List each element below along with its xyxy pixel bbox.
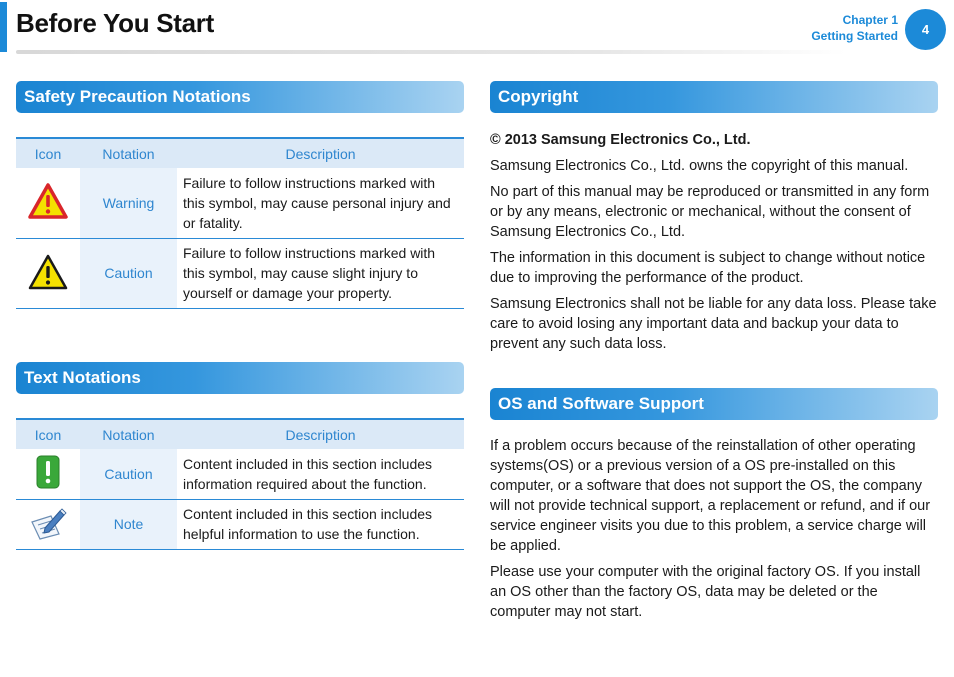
notation-caution: Caution	[80, 238, 177, 308]
chapter-label	[811, 12, 898, 44]
note-pencil-icon	[29, 506, 67, 540]
icon-cell	[16, 168, 80, 238]
copyright-paragraph: Samsung Electronics shall not be liable for any data loss. Please take care to avoid losing any important data and backup your data to prevent any such data loss.	[490, 296, 937, 352]
table-row	[16, 168, 464, 238]
page-number-badge: 4	[905, 9, 946, 50]
copyright-paragraph: No part of this manual may be reproduced or transmitted in any form or by any means, electronic or mechanical, without the consent of Samsung Electronics Co., Ltd.	[490, 184, 930, 240]
text-notations-section-heading: Text Notations	[16, 362, 464, 394]
column-header-icon: Icon	[16, 419, 80, 449]
table-row	[16, 238, 464, 308]
icon-cell	[16, 449, 80, 499]
table-header-row	[16, 138, 464, 168]
copyright-body	[490, 130, 940, 360]
copyright-paragraph: The information in this document is subject to change without notice due to improving the performance of the product.	[490, 250, 926, 286]
icon-cell	[16, 238, 80, 308]
safety-notation-table	[16, 137, 464, 309]
page-header	[0, 0, 954, 56]
column-header-notation: Notation	[80, 138, 177, 168]
chapter-number: Chapter 1	[842, 13, 898, 27]
notation-caution: Caution	[80, 449, 177, 499]
column-header-description: Description	[177, 419, 464, 449]
copyright-section-heading: Copyright	[490, 81, 938, 113]
os-support-section-heading: OS and Software Support	[490, 388, 938, 420]
table-row	[16, 449, 464, 499]
copyright-paragraph: Samsung Electronics Co., Ltd. owns the copyright of this manual.	[490, 158, 909, 174]
header-accent-bar	[0, 2, 7, 52]
description-caution: Content included in this section includes information required about the function.	[177, 449, 464, 499]
description-note: Content included in this section includes helpful information to use the function.	[177, 499, 464, 549]
copyright-notice: © 2013 Samsung Electronics Co., Ltd.	[490, 132, 751, 148]
chapter-title: Getting Started	[811, 29, 898, 43]
column-header-notation: Notation	[80, 419, 177, 449]
icon-cell	[16, 499, 80, 549]
description-warning: Failure to follow instructions marked with this symbol, may cause personal injury and or fatality.	[177, 168, 464, 238]
table-header-row	[16, 419, 464, 449]
caution-triangle-yellow-icon	[28, 254, 68, 290]
header-divider	[16, 50, 846, 54]
text-notation-table	[16, 418, 464, 550]
os-support-body	[490, 436, 940, 628]
column-header-description: Description	[177, 138, 464, 168]
exclamation-green-icon	[36, 455, 60, 489]
notation-warning: Warning	[80, 168, 177, 238]
warning-triangle-red-icon	[28, 183, 68, 219]
table-row	[16, 499, 464, 549]
safety-section-heading: Safety Precaution Notations	[16, 81, 464, 113]
column-header-icon: Icon	[16, 138, 80, 168]
description-caution: Failure to follow instructions marked with this symbol, may cause slight injury to yourself or damage your property.	[177, 238, 464, 308]
notation-note: Note	[80, 499, 177, 549]
os-support-paragraph: If a problem occurs because of the reinstallation of other operating systems(OS) or a previous version of a OS pre-installed on this computer, or a software that does not support the OS, the company will not provide technical support, a replacement or refund, and if our service engineer visits you due to this problem, a service charge will be applied.	[490, 438, 931, 554]
os-support-paragraph: Please use your computer with the original factory OS. If you install an OS other than the factory OS, data may be deleted or the computer may not start.	[490, 564, 921, 620]
page-title: Before You Start	[16, 8, 214, 38]
